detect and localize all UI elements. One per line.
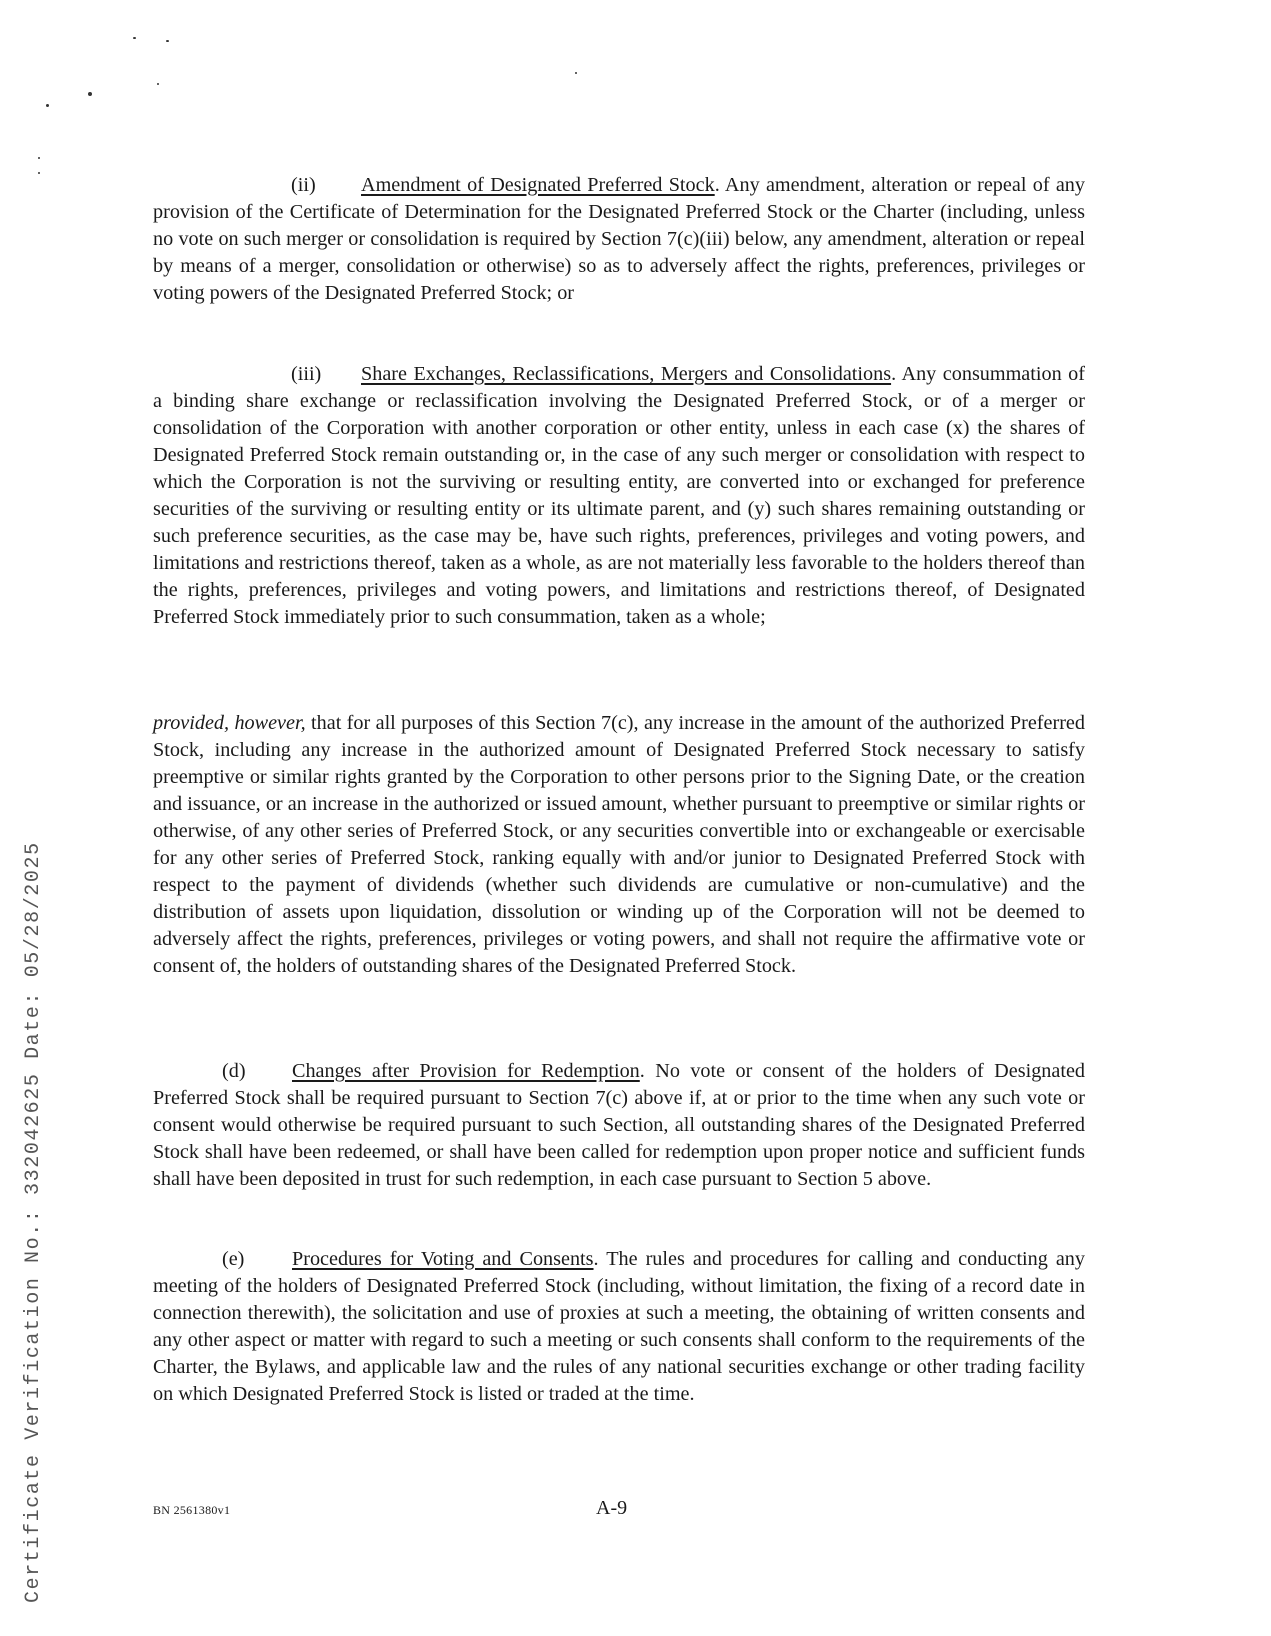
scan-speck <box>133 37 136 39</box>
section-d-body: . No vote or consent of the holders of Designated Preferred Stock shall be required pursuant to Section 7(c) above if, at or prior to the time when any such vote or consent would otherwise be required pursuant to such Section, all outstanding shares of the Designated Preferred Stock shall have been redeemed, or shall have been called for redemption upon proper notice and sufficient funds shall have been deposited in trust for such redemption, in each case pursuant to Section 5 above. <box>153 1060 1085 1190</box>
scan-speck <box>157 83 159 85</box>
section-e-heading: Procedures for Voting and Consents <box>292 1248 594 1270</box>
scan-speck <box>38 172 40 174</box>
scan-speck <box>575 72 577 74</box>
proviso-paragraph <box>153 710 1085 980</box>
proviso-body: that for all purposes of this Section 7(c), any increase in the amount of the authorized Preferred Stock, including any increase in the authorized amount of Designated Preferred Stock necessary to satisfy preemptive or similar rights granted by the Corporation to other persons prior to the Signing Date, or the creation and issuance, or an increase in the authorized or issued amount, whether pursuant to preemptive or similar rights or otherwise, of any other series of Preferred Stock, or any securities convertible into or exchangeable or exercisable for any other series of Preferred Stock, ranking equally with and/or junior to Designated Preferred Stock with respect to the payment of dividends (whether such dividends are cumulative or non-cumulative) and the distribution of assets upon liquidation, dissolution or winding up of the Corporation will not be deemed to adversely affect the rights, preferences, privileges or voting powers, and shall not require the affirmative vote or consent of, the holders of outstanding shares of the Designated Preferred Stock. <box>153 712 1085 977</box>
section-iii-body: . Any consummation of a binding share exchange or reclassification involving the Designated Preferred Stock, or of a merger or consolidation of the Corporation with another corporation or other entity, unless in each case (x) the shares of Designated Preferred Stock remain outstanding or, in the case of any such merger or consolidation with respect to which the Corporation is not the surviving or resulting entity, are converted into or exchanged for preference securities of the surviving or resulting entity or its ultimate parent, and (y) such shares remaining outstanding or such preference securities, as the case may be, have such rights, preferences, privileges and voting powers, and limitations and restrictions thereof, taken as a whole, as are not materially less favorable to the holders thereof than the rights, preferences, privileges and voting powers, and limitations and restrictions thereof, of Designated Preferred Stock immediately prior to such consummation, taken as a whole; <box>153 363 1085 628</box>
section-ii-body: . Any amendment, alteration or repeal of any provision of the Certificate of Determination for the Designated Preferred Stock or the Charter (including, unless no vote on such merger or consolidation is required by Section 7(c)(iii) below, any amendment, alteration or repeal by means of a merger, consolidation or otherwise) so as to adversely affect the rights, preferences, privileges or voting powers of the Designated Preferred Stock; or <box>153 174 1085 304</box>
footer-doc-code: BN 2561380v1 <box>153 1503 231 1517</box>
section-d-paragraph <box>153 1058 1085 1193</box>
footer-page-number: A-9 <box>596 1497 628 1519</box>
section-iii-heading: Share Exchanges, Reclassifications, Mergers and Consolidations <box>361 363 892 385</box>
section-d-heading: Changes after Provision for Redemption <box>292 1060 640 1082</box>
section-e-body: . The rules and procedures for calling and conducting any meeting of the holders of Designated Preferred Stock (including, without limitation, the fixing of a record date in connection therewith), the solicitation and use of proxies at such a meeting, the obtaining of written consents and any other aspect or matter with regard to such a meeting or such consents shall conform to the requirements of the Charter, the Bylaws, and applicable law and the rules of any national securities exchange or other trading facility on which Designated Preferred Stock is listed or traded at the time. <box>153 1248 1085 1405</box>
section-e-paragraph <box>153 1246 1085 1408</box>
section-e-number: (e) <box>222 1248 245 1270</box>
scan-speck <box>38 157 40 159</box>
section-iii-number: (iii) <box>291 363 322 385</box>
proviso-lead: provided, however, <box>153 712 306 734</box>
section-d-number: (d) <box>222 1060 246 1082</box>
scan-speck <box>166 40 169 42</box>
section-iii-paragraph <box>153 361 1085 631</box>
section-ii-number: (ii) <box>291 174 316 196</box>
section-ii-paragraph <box>153 172 1085 307</box>
certificate-verification-stamp: Certificate Verification No.: 332042625 Date: 05/28/2025 <box>22 841 45 1603</box>
scan-speck <box>46 104 49 107</box>
scan-speck <box>88 92 92 96</box>
section-ii-heading: Amendment of Designated Preferred Stock <box>361 174 715 196</box>
